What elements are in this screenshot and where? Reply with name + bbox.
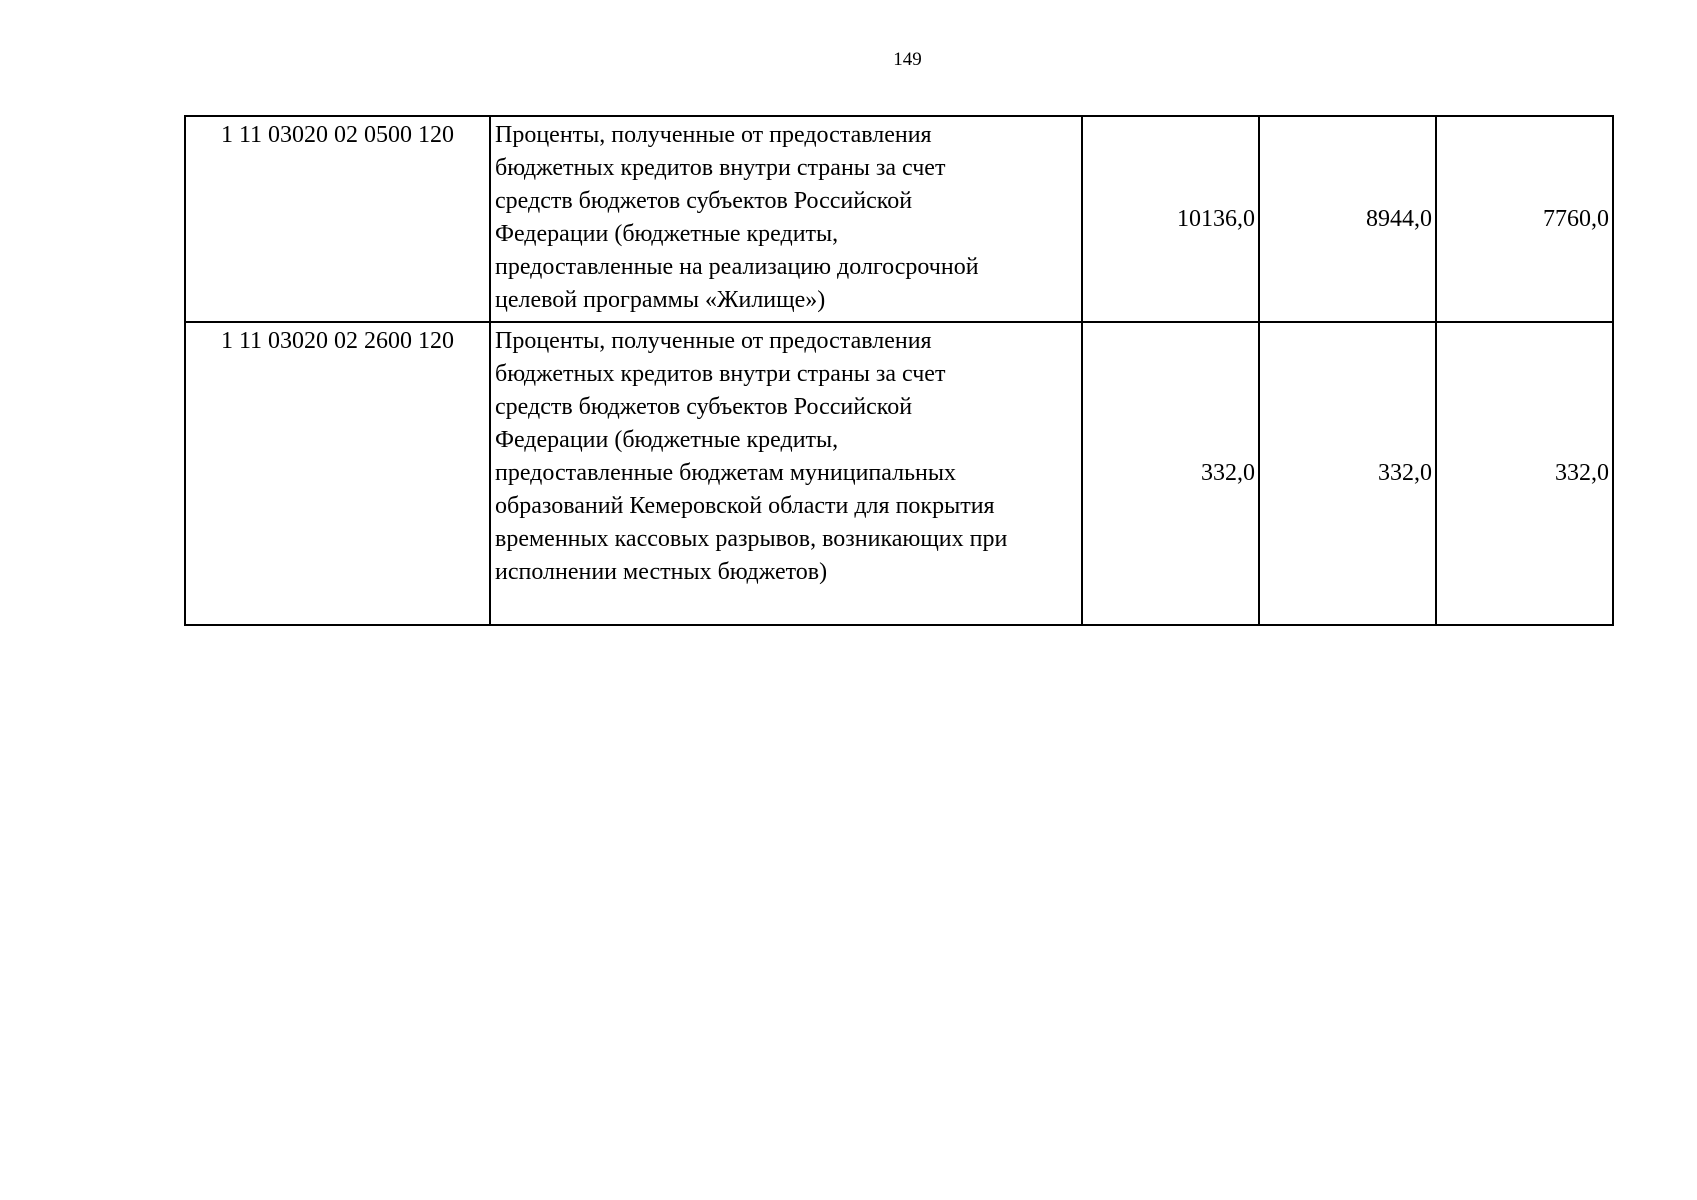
amount-cell-3: 7760,0 (1436, 116, 1613, 322)
amount-cell-3: 332,0 (1436, 322, 1613, 625)
description-cell (490, 322, 1082, 625)
amount-cell-2: 332,0 (1259, 322, 1436, 625)
description-text: Проценты, полученные от предоставления бюджетных кредитов внутри страны за счет средств бюджетов субъектов Российской Федерации (бюджетные кредиты, предоставленные на реализацию долгосрочной целевой программы «Жилище») (495, 122, 979, 313)
table-row (185, 116, 1613, 322)
amount-cell-2: 8944,0 (1259, 116, 1436, 322)
budget-table (184, 115, 1614, 626)
description-text: Проценты, полученные от предоставления бюджетных кредитов внутри страны за счет средств бюджетов субъектов Российской Федерации (бюджетные кредиты, предоставленные бюджетам муниципальных образований Кемеровской области для покрытия временных кассовых разрывов, возникающих при исполнении местных бюджетов) (495, 328, 1008, 585)
table-row (185, 322, 1613, 625)
budget-code-cell: 1 11 03020 02 2600 120 (185, 322, 490, 625)
amount-cell-1: 10136,0 (1082, 116, 1259, 322)
budget-code-cell: 1 11 03020 02 0500 120 (185, 116, 490, 322)
description-cell (490, 116, 1082, 322)
page-number: 149 (893, 49, 922, 70)
amount-cell-1: 332,0 (1082, 322, 1259, 625)
